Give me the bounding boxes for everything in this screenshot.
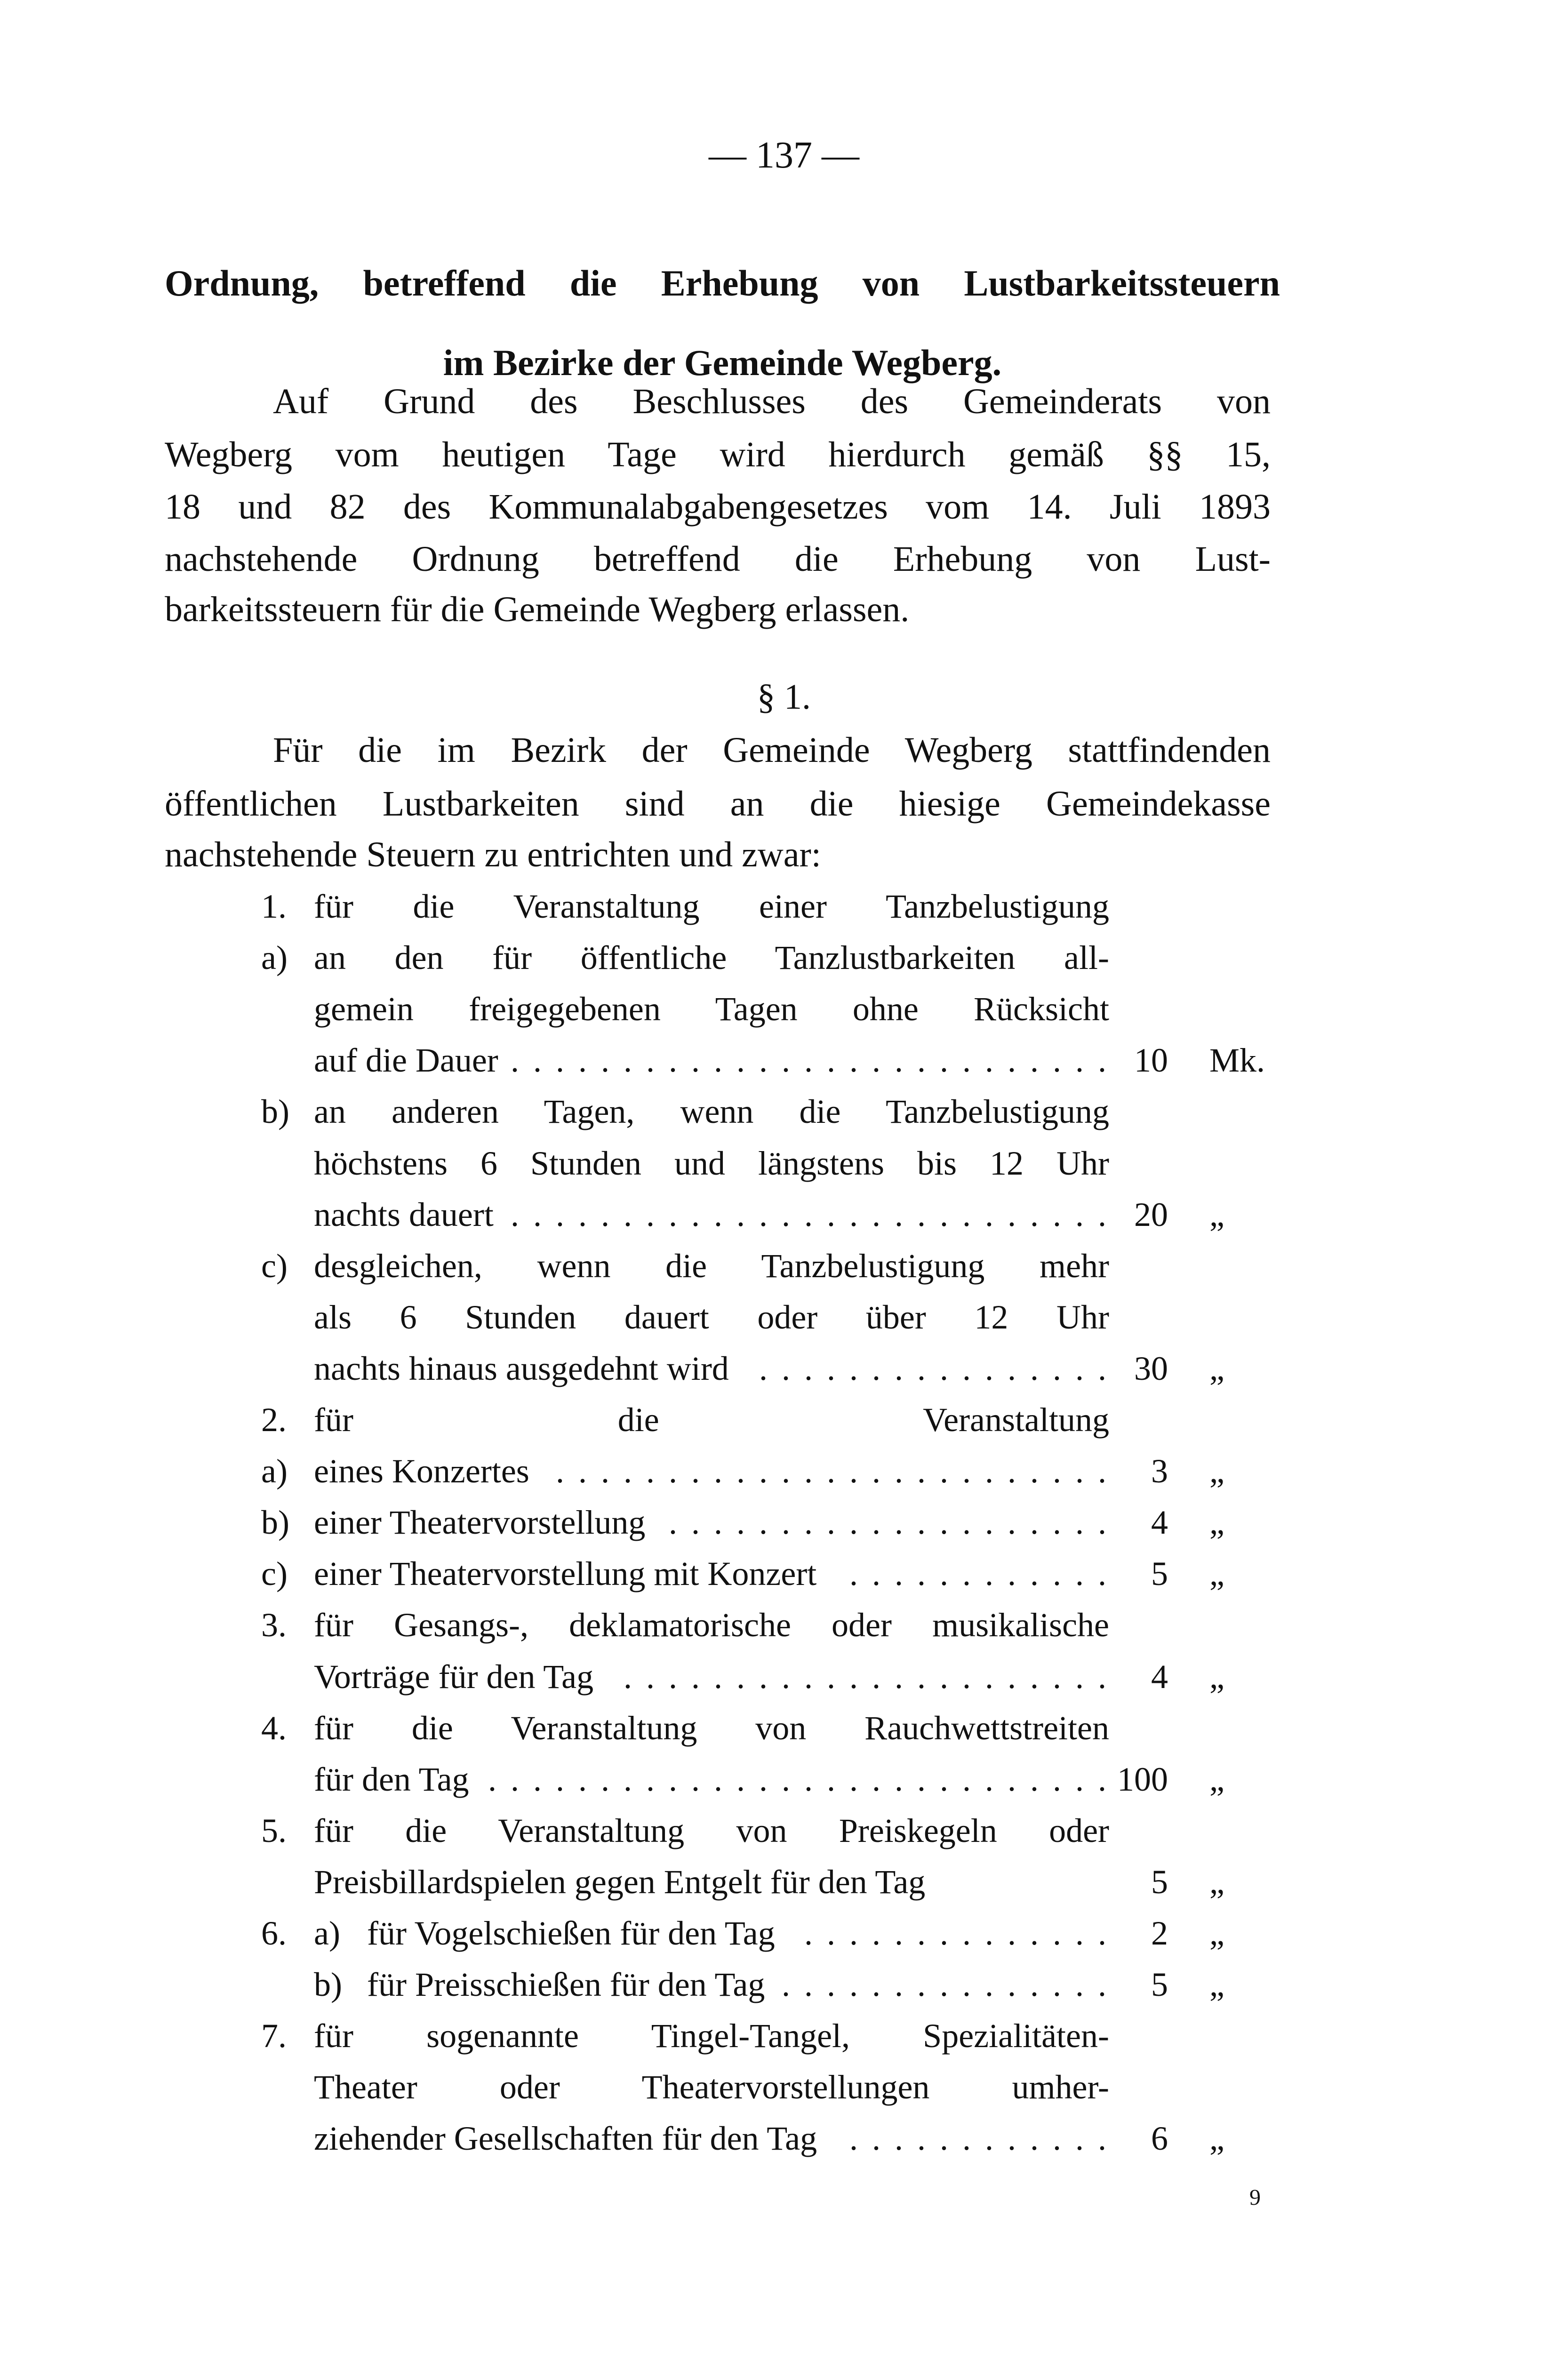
item-text: Preisbillardspielen gegen Entgelt für den Tag <box>314 1863 926 1901</box>
tax-amount: 10 <box>1134 1041 1168 1080</box>
item-text-wrap <box>367 1961 1109 2008</box>
item-text-wrap <box>314 934 1109 981</box>
item-text-wrap <box>314 1550 1109 1597</box>
item-text-wrap <box>314 1601 1109 1649</box>
item-text: eines Konzertes <box>314 1452 529 1490</box>
tax-list-row <box>0 2012 1568 2059</box>
item-text: an anderen Tagen, wenn die Tanzbelustigung <box>314 1093 1109 1131</box>
item-text: für die Veranstaltung von Preiskegeln oder <box>314 1811 1109 1849</box>
tax-amount: 100 <box>1117 1760 1168 1798</box>
item-text-wrap <box>314 1858 1109 1905</box>
tax-amount: 5 <box>1151 1966 1168 2004</box>
preamble-line-3: 18 und 82 des Kommunalabgabengesetzes vom 14. Juli 1893 <box>165 487 1271 527</box>
title-line-2: im Bezirke der Gemeinde Wegberg. <box>443 342 1002 383</box>
item-text-wrap <box>314 2012 1109 2059</box>
tax-list-row <box>0 934 1568 981</box>
currency-unit: „ <box>1209 1452 1224 1490</box>
tax-amount: 6 <box>1151 2120 1168 2158</box>
item-number: 6. <box>261 1914 287 1952</box>
item-text-wrap <box>314 1345 1109 1392</box>
currency-unit: „ <box>1209 1504 1224 1542</box>
item-text: als 6 Stunden dauert oder über 12 Uhr <box>314 1298 1109 1336</box>
item-number: 5. <box>261 1811 287 1849</box>
dot-leader: . . . . . . . . . . . . . . . . . . . . . . . . . . . <box>511 1041 1109 1080</box>
item-text-wrap <box>314 985 1109 1032</box>
preamble-line-4: nachstehende Ordnung betreffend die Erhebung von Lust- <box>165 539 1271 579</box>
item-number: 2. <box>261 1401 287 1439</box>
tax-list-row <box>0 1140 1568 1187</box>
dot-leader: . . . . . . . . . . . . . . . . . . . . <box>669 1504 1109 1542</box>
dot-leader: . . . . . . . . . . . . . . . . . . . . . . <box>624 1657 1109 1696</box>
preamble-line-2: Wegberg vom heutigen Tage wird hierdurch gemäß §§ 15, <box>165 435 1271 474</box>
item-text: für den Tag <box>314 1760 469 1798</box>
item-number: 1. <box>261 888 287 925</box>
tax-list-row <box>0 1088 1568 1135</box>
item-number: a) <box>261 939 288 977</box>
item-number: c) <box>261 1247 288 1285</box>
dot-leader: . . . . . . . . . . . . . . . . . . . . . . . . . . . <box>511 1195 1109 1233</box>
item-number: a) <box>261 1452 288 1490</box>
dot-leader: . . . . . . . . . . . . . . . . . . . . . . . . . . . . <box>488 1760 1109 1798</box>
item-text-wrap <box>314 1705 1109 1752</box>
page-number: — 137 — <box>709 135 859 176</box>
item-text-wrap <box>314 1499 1109 1546</box>
title-line-1: Ordnung, betreffend die Erhebung von Lustbarkeitssteuern <box>165 263 1280 304</box>
currency-unit: „ <box>1209 2120 1224 2158</box>
tax-amount: 20 <box>1134 1195 1168 1233</box>
currency-unit: „ <box>1209 1914 1224 1952</box>
currency-unit: „ <box>1209 1657 1224 1696</box>
dot-leader: . . . . . . . . . . . . <box>849 2120 1109 2158</box>
item-text: desgleichen, wenn die Tanzbelustigung mehr <box>314 1247 1109 1285</box>
item-text-wrap <box>314 1653 1109 1700</box>
tax-amount: 30 <box>1134 1349 1168 1387</box>
tax-list-row <box>0 1961 1568 2008</box>
currency-unit: Mk. <box>1209 1041 1265 1080</box>
tax-list-row <box>0 2115 1568 2162</box>
tax-list-row <box>0 1242 1568 1289</box>
item-text: auf die Dauer <box>314 1041 498 1080</box>
paragraph-line-3: nachstehende Steuern zu entrichten und zwar: <box>165 835 821 874</box>
item-text-wrap <box>314 1140 1109 1187</box>
item-text-wrap <box>314 1242 1109 1289</box>
item-text-wrap <box>314 1088 1109 1135</box>
paragraph-line-2: öffentlichen Lustbarkeiten sind an die hiesige Gemeindekasse <box>165 784 1271 824</box>
item-text-wrap <box>314 1191 1109 1238</box>
tax-list-row <box>0 1756 1568 1803</box>
tax-list-row <box>0 1807 1568 1854</box>
tax-list-row <box>0 2064 1568 2111</box>
item-text-wrap <box>314 1807 1109 1854</box>
tax-amount: 4 <box>1151 1657 1168 1696</box>
tax-list-row <box>0 1037 1568 1084</box>
item-text-wrap <box>314 1294 1109 1341</box>
currency-unit: „ <box>1209 1966 1224 2004</box>
item-text-wrap <box>314 2115 1109 2162</box>
item-text: ziehender Gesellschaften für den Tag <box>314 2120 817 2158</box>
section-heading: § 1. <box>757 677 811 717</box>
tax-list-row <box>0 1705 1568 1752</box>
item-text: einer Theatervorstellung mit Konzert <box>314 1555 817 1593</box>
item-text-wrap <box>314 883 1109 930</box>
tax-amount: 5 <box>1151 1863 1168 1901</box>
item-text: höchstens 6 Stunden und längstens bis 12 Uhr <box>314 1144 1109 1182</box>
preamble-line-1: Auf Grund des Beschlusses des Gemeinderats von <box>273 382 1271 421</box>
currency-unit: „ <box>1209 1349 1224 1387</box>
tax-list-row <box>0 1396 1568 1443</box>
currency-unit: „ <box>1209 1863 1224 1901</box>
dot-leader: . . . . . . . . . . . . . . . . . . . . . . . . . <box>556 1452 1109 1490</box>
item-text: für Vogelschießen für den Tag <box>367 1914 775 1952</box>
tax-list-row <box>0 883 1568 930</box>
sub-item-label: a) <box>314 1914 340 1952</box>
item-number: b) <box>261 1504 289 1542</box>
dot-leader: . . . . . . . . . . . . . . . <box>782 1966 1109 2004</box>
item-number: 7. <box>261 2017 287 2055</box>
currency-unit: „ <box>1209 1555 1224 1593</box>
currency-unit: „ <box>1209 1195 1224 1233</box>
tax-amount: 2 <box>1151 1914 1168 1952</box>
tax-list-row <box>0 1653 1568 1700</box>
tax-list-row <box>0 985 1568 1032</box>
tax-list-row <box>0 1858 1568 1905</box>
paragraph-line-1: Für die im Bezirk der Gemeinde Wegberg stattfindenden <box>273 730 1271 770</box>
item-text-wrap <box>314 1396 1109 1443</box>
item-text: gemein freigegebenen Tagen ohne Rücksicht <box>314 990 1109 1028</box>
item-text: Vorträge für den Tag <box>314 1657 594 1696</box>
signature-mark: 9 <box>1249 2185 1261 2210</box>
tax-list-row <box>0 1601 1568 1649</box>
item-text-wrap <box>314 1037 1109 1084</box>
dot-leader: . . . . . . . . . . . . . . <box>804 1914 1109 1952</box>
item-text: für die Veranstaltung <box>314 1401 1109 1439</box>
sub-item-label: b) <box>314 1966 342 2004</box>
item-number: 3. <box>261 1606 287 1644</box>
item-text: Theater oder Theatervorstellungen umher- <box>314 2068 1109 2106</box>
item-text: an den für öffentliche Tanzlustbarkeiten all- <box>314 939 1109 977</box>
tax-amount: 3 <box>1151 1452 1168 1490</box>
item-text-wrap <box>314 2064 1109 2111</box>
item-text: einer Theatervorstellung <box>314 1504 646 1542</box>
item-number: 4. <box>261 1709 287 1747</box>
item-text: für Preisschießen für den Tag <box>367 1966 765 2004</box>
item-number: c) <box>261 1555 288 1593</box>
tax-list-row <box>0 1294 1568 1341</box>
preamble-line-5: barkeitssteuern für die Gemeinde Wegberg erlassen. <box>165 590 910 629</box>
item-text-wrap <box>367 1910 1109 1957</box>
item-text-wrap <box>314 1448 1109 1495</box>
tax-list-row <box>0 1191 1568 1238</box>
tax-list-row <box>0 1550 1568 1597</box>
item-text: nachts dauert <box>314 1195 494 1233</box>
dot-leader: . . . . . . . . . . . . <box>849 1555 1109 1593</box>
item-number: b) <box>261 1093 289 1131</box>
tax-amount: 4 <box>1151 1504 1168 1542</box>
item-text: nachts hinaus ausgedehnt wird <box>314 1349 729 1387</box>
tax-list-row <box>0 1448 1568 1495</box>
currency-unit: „ <box>1209 1760 1224 1798</box>
tax-amount: 5 <box>1151 1555 1168 1593</box>
tax-list-row <box>0 1910 1568 1957</box>
tax-list-row <box>0 1345 1568 1392</box>
item-text: für die Veranstaltung von Rauchwettstreiten <box>314 1709 1109 1747</box>
item-text: für sogenannte Tingel-Tangel, Spezialitäten- <box>314 2017 1109 2055</box>
tax-list-row <box>0 1499 1568 1546</box>
item-text: für die Veranstaltung einer Tanzbelustigung <box>314 888 1109 925</box>
item-text: für Gesangs-, deklamatorische oder musikalische <box>314 1606 1109 1644</box>
dot-leader: . . . . . . . . . . . . . . . . <box>759 1349 1109 1387</box>
item-text-wrap <box>314 1756 1109 1803</box>
